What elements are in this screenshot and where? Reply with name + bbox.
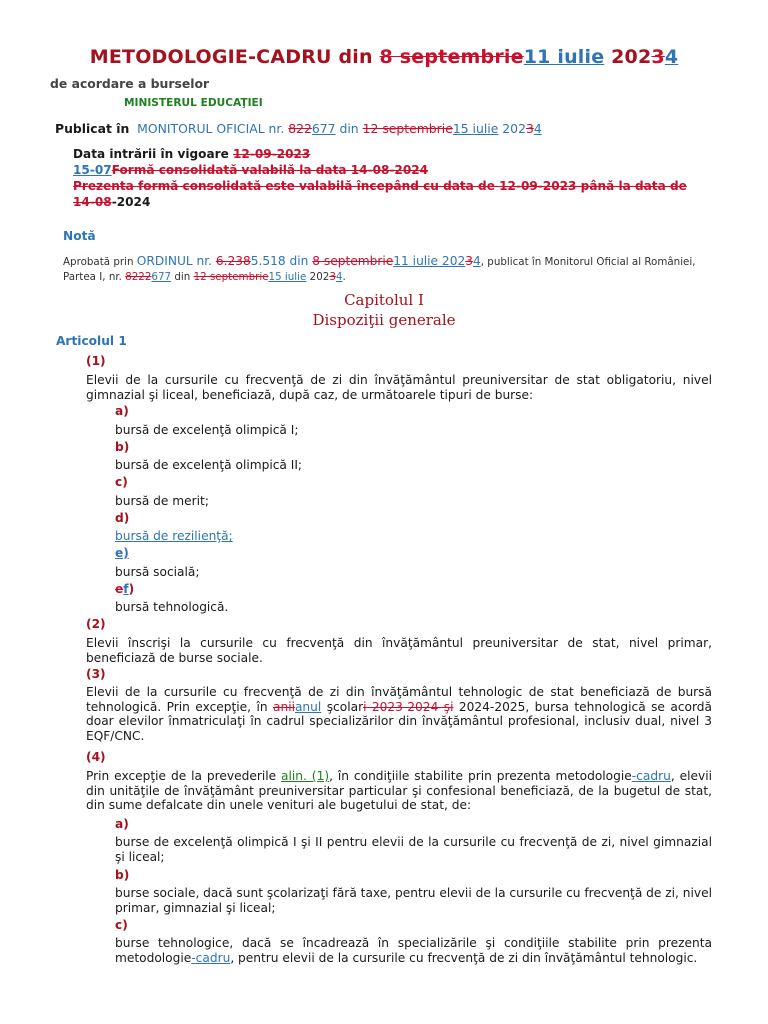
list-item: bursă socială; [115, 565, 200, 579]
list-item: bursă tehnologică. [115, 600, 229, 614]
publication-label: Publicat în [55, 121, 130, 136]
alin-1-link[interactable]: alin. (1) [281, 769, 330, 783]
order-link[interactable]: ORDINUL nr. [136, 254, 216, 268]
title-deleted-date: 8 septembrie [379, 46, 524, 68]
paragraph-3-text: Elevii de la cursurile cu frecvenţă de zi din învăţământul tehnologic de stat beneficiază de bursă tehnologică. Prin excepţie, în aniianul şcolari 2023-2024 şi 2024-2025, bursa tehnologică se acordă doar elevilor înmatriculaţi în cadrul specializărilor din învăţământul profesional, inclusiv dual, nivel 3 EQF/CNC. [86, 685, 712, 743]
chapter-heading [0, 290, 768, 330]
list-letter: b) [115, 868, 130, 882]
paragraph-number: (3) [86, 667, 106, 681]
document-subtitle: de acordare a burselor [50, 76, 210, 91]
title-text: METODOLOGIE-CADRU din [89, 46, 380, 68]
title-deleted-year-digit: 3 [651, 46, 665, 68]
list-item: burse de excelenţă olimpică I şi II pentru elevii de la cursurile cu frecvenţă de zi, nivel gimnazial şi liceal; [115, 835, 712, 864]
list-item: bursă de excelenţă olimpică II; [115, 458, 303, 472]
list-letter: a) [115, 404, 129, 418]
paragraph-number: (2) [86, 617, 106, 631]
list-letter: d) [115, 511, 130, 525]
list-letter: c) [115, 918, 128, 932]
list-letter: a) [115, 817, 129, 831]
note-heading: Notă [63, 229, 96, 243]
entry-into-force-block [73, 146, 723, 210]
list-item: bursă de merit; [115, 494, 209, 508]
title-inserted-date[interactable]: 11 iulie [523, 46, 605, 68]
list-letter-inserted[interactable]: e) [115, 546, 129, 560]
list-letter: c) [115, 475, 128, 489]
list-letter: b) [115, 440, 130, 454]
paragraph-number: (1) [86, 354, 106, 368]
issuer-name: MINISTERUL EDUCAŢIEI [124, 97, 263, 109]
validity-line-end: 14-08-2024 [73, 195, 151, 209]
list-item-inserted[interactable]: bursă de rezilienţă; [115, 529, 233, 543]
list-item: burse sociale, dacă sunt şcolarizaţi fără taxe, pentru elevii de la cursurile cu frecvenţă de zi, nivel primar, gimnazial şi liceal; [115, 886, 713, 915]
chapter-subtitle: Dispoziţii generale [312, 311, 456, 329]
note-approval-text: Aprobată prin ORDINUL nr. 6.2385.518 din 8 septembrie11 iulie 20234, publicat în Monitorul Oficial al României, Partea I, nr. 8222677 din 12 septembrie15 iulie 20234. [63, 254, 696, 283]
publication-line: Publicat în MONITORUL OFICIAL nr. 822677 din 12 septembrie15 iulie 20234 [55, 121, 542, 136]
consolidated-form-line: 15-07Formă consolidată valabilă la data 14-08-2024 [73, 163, 429, 177]
monitor-oficial-link[interactable]: MONITORUL OFICIAL nr. [137, 121, 285, 136]
document-title: METODOLOGIE-CADRU din 8 septembrie11 iulie 20234 [89, 46, 679, 68]
entry-into-force-line: Data intrării în vigoare 12-09-2023 [73, 147, 311, 161]
list-letter-amended: ef) [115, 582, 135, 596]
entry-into-force-label: Data intrării în vigoare [73, 147, 233, 161]
paragraph-2-text: Elevii înscrişi la cursurile cu frecvenţă din învăţământul preuniversitar de stat, nivel primar, beneficiază de burse sociale. [86, 636, 712, 665]
title-inserted-year-digit[interactable]: 4 [664, 46, 679, 68]
validity-line: Prezenta formă consolidată este valabilă începând cu data de 12-09-2023 până la data de [73, 179, 687, 193]
chapter-title: Capitolul I [344, 291, 424, 309]
list-item: bursă de excelenţă olimpică I; [115, 423, 299, 437]
paragraph-1-text: Elevii de la cursurile cu frecvenţă de zi din învăţământul preuniversitar de stat obligatoriu, nivel gimnazial şi liceal, beneficiază, după caz, de următoarele tipuri de burse: [86, 373, 712, 402]
paragraph-4-text: Prin excepţie de la prevederile alin. (1), în condiţiile stabilite prin prezenta metodologie-cadru, elevii din unităţile de învăţământ preuniversitar particular şi confesional beneficiază, de la bugetul de stat, din sume defalcate din unele venituri ale bugetului de stat, de: [86, 769, 712, 812]
article-title: Articolul 1 [56, 334, 127, 348]
paragraph-number: (4) [86, 750, 106, 764]
list-item: burse tehnologice, dacă se încadrează în specializările şi condiţiile stabilite prin prezenta metodologie-cadru, pentru elevii de la cursurile cu frecvenţă de zi din învăţământul tehnologic. [115, 936, 712, 965]
